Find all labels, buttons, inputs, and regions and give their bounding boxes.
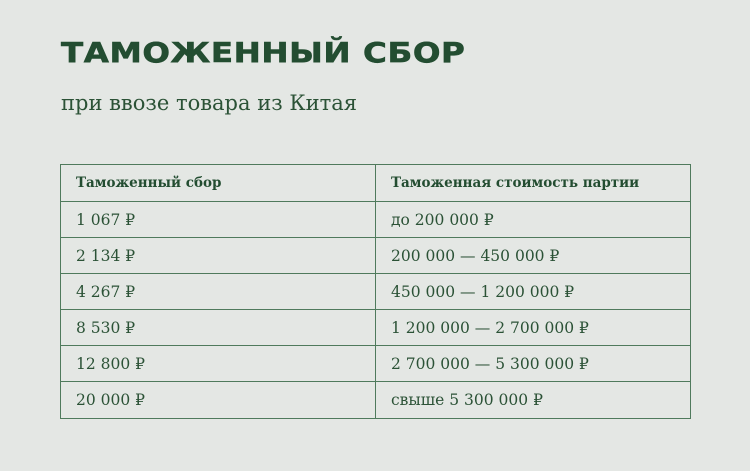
fee-cell: 2 134 ₽ [61,238,376,274]
table-row [61,202,691,238]
value-range-cell: до 200 000 ₽ [376,202,691,238]
value-range-cell: 1 200 000 — 2 700 000 ₽ [376,310,691,346]
fee-cell: 20 000 ₽ [61,382,376,419]
value-range-cell: 450 000 — 1 200 000 ₽ [376,274,691,310]
table-header-row [61,165,691,202]
column-header-value: Таможенная стоимость партии [376,165,691,202]
value-range-cell: 2 700 000 — 5 300 000 ₽ [376,346,691,382]
page-subtitle: при ввозе товара из Китая [61,91,357,115]
table-row [61,382,691,419]
table-row [61,346,691,382]
value-range-cell: свыше 5 300 000 ₽ [376,382,691,419]
fee-cell: 4 267 ₽ [61,274,376,310]
value-range-cell: 200 000 — 450 000 ₽ [376,238,691,274]
fee-cell: 12 800 ₽ [61,346,376,382]
page-title: ТАМОЖЕННЫЙ СБОР [61,36,466,69]
fee-cell: 1 067 ₽ [61,202,376,238]
fee-cell: 8 530 ₽ [61,310,376,346]
column-header-fee: Таможенный сбор [61,165,376,202]
table-row [61,274,691,310]
table-row [61,238,691,274]
table-row [61,310,691,346]
customs-fee-table [60,164,691,419]
